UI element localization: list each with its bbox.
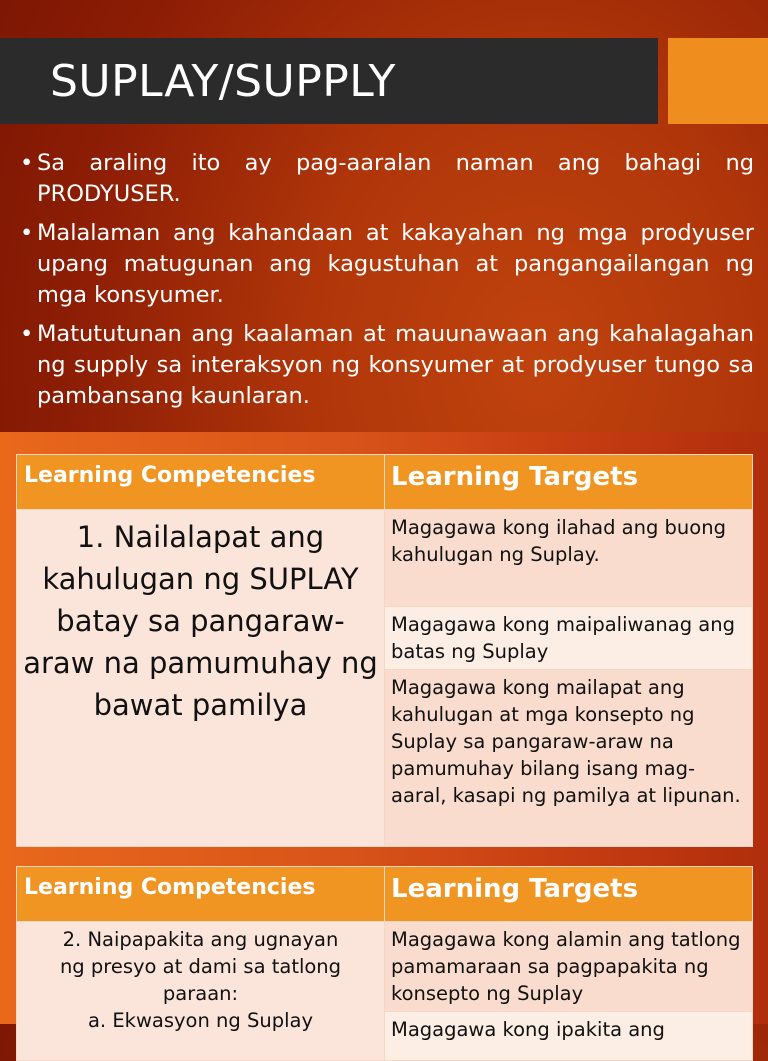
competency-table-1 bbox=[16, 454, 753, 847]
target-cell: Magagawa kong maipaliwanag ang batas ng Suplay bbox=[385, 607, 753, 670]
header-learning-targets: Learning Targets bbox=[385, 867, 753, 922]
competency-line: ng presyo at dami sa tatlong bbox=[59, 955, 342, 978]
competency-line: 2. Naipapakita ang ugnayan bbox=[62, 928, 339, 951]
competency-line: a. Ekwasyon ng Suplay bbox=[87, 1009, 313, 1032]
bullet-icon: • bbox=[20, 321, 34, 347]
header-learning-targets: Learning Targets bbox=[385, 455, 753, 510]
slide-title: SUPLAY/SUPPLY bbox=[50, 56, 396, 107]
bullet-list bbox=[20, 148, 754, 420]
bullet-text: Matututunan ang kaalaman at mauunawaan ang kahalagahan ng supply sa interaksyon ng konsyumer at prodyuser tungo sa pambansang kaunlaran. bbox=[37, 321, 754, 409]
bullet-item bbox=[20, 218, 754, 311]
bullet-icon: • bbox=[20, 150, 34, 176]
bullet-text: Sa araling ito ay pag-aaralan naman ang bahagi ng PRODYUSER. bbox=[37, 150, 754, 207]
bullet-item bbox=[20, 148, 754, 210]
target-cell: Magagawa kong alamin ang tatlong pamamaraan sa pagpapakita ng konsepto ng Suplay bbox=[385, 922, 753, 1012]
target-cell: Magagawa kong ilahad ang buong kahulugan ng Suplay. bbox=[385, 510, 753, 607]
title-accent-block bbox=[668, 38, 768, 124]
competency-cell: 1. Nailalapat ang kahulugan ng SUPLAY batay sa pangaraw-araw na pamumuhay ng bawat pamilya bbox=[17, 510, 385, 847]
header-learning-competencies: Learning Competencies bbox=[17, 455, 385, 510]
bullet-item bbox=[20, 319, 754, 412]
header-learning-competencies: Learning Competencies bbox=[17, 867, 385, 922]
bullet-text: Malalaman ang kahandaan at kakayahan ng mga prodyuser upang matugunan ang kagustuhan at pangangailangan ng mga konsyumer. bbox=[37, 220, 754, 308]
competency-cell bbox=[17, 922, 385, 1061]
competency-line: paraan: bbox=[162, 982, 239, 1005]
bullet-icon: • bbox=[20, 220, 34, 246]
target-cell: Magagawa kong mailapat ang kahulugan at mga konsepto ng Suplay sa pangaraw-araw na pamumuhay bilang isang mag-aaral, kasapi ng pamilya at lipunan. bbox=[385, 670, 753, 847]
target-cell: Magagawa kong ipakita ang bbox=[385, 1012, 753, 1061]
competency-table-2 bbox=[16, 866, 753, 1061]
